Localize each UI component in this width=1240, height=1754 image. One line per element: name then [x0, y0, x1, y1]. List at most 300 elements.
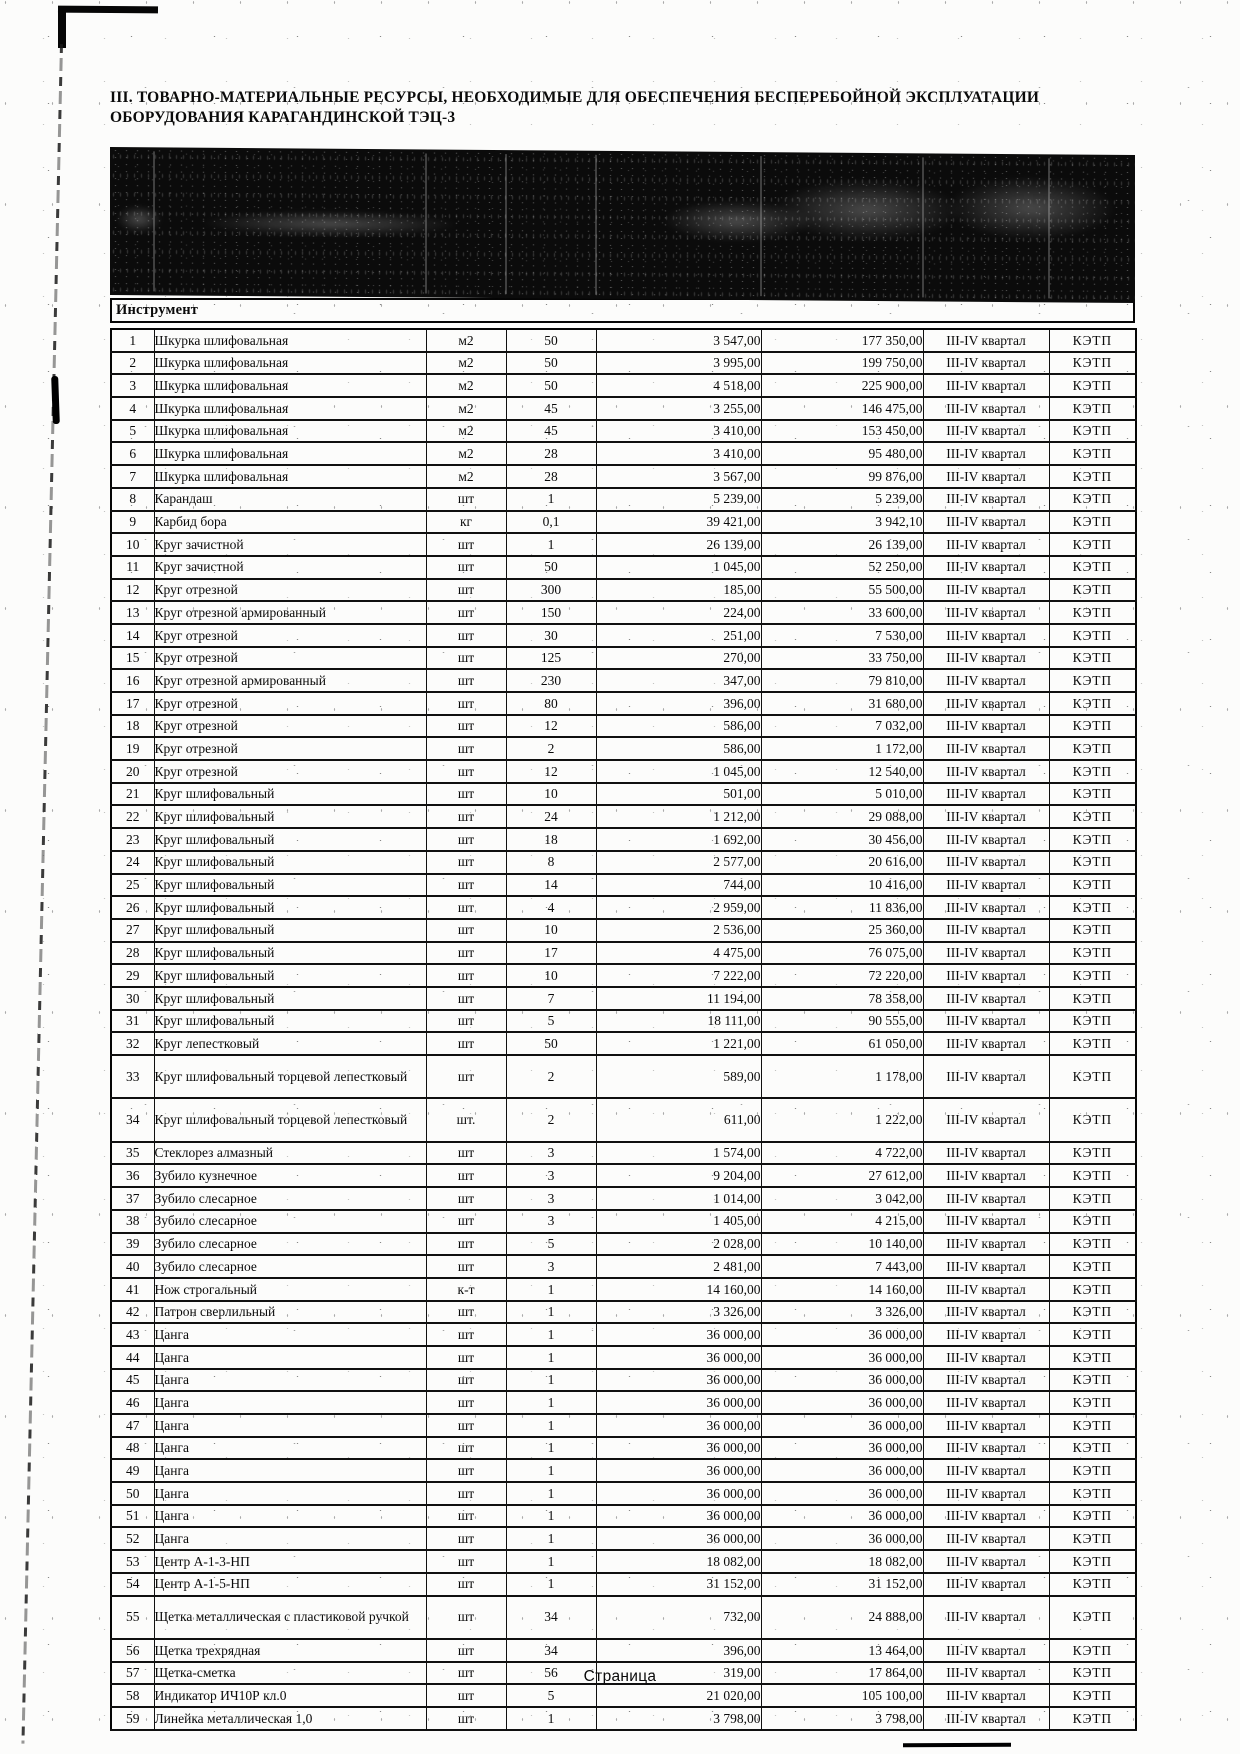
cell-unit: шт: [426, 987, 506, 1010]
cell-total-sum: 33 600,00: [761, 601, 923, 624]
cell-quarter: III-IV квартал: [923, 737, 1049, 760]
cell-unit-price: 36 000,00: [596, 1437, 761, 1460]
cell-quarter: III-IV квартал: [923, 352, 1049, 375]
cell-item-name: Зубило кузнечное: [154, 1164, 426, 1187]
cell-quarter: III-IV квартал: [923, 896, 1049, 919]
cell-unit-price: 2 577,00: [596, 851, 761, 874]
cell-quarter: III-IV квартал: [923, 1596, 1049, 1639]
cell-unit: кг: [426, 511, 506, 534]
table-row: [111, 669, 1136, 692]
cell-supplier: КЭТП: [1049, 896, 1136, 919]
cell-quantity: 1: [506, 1323, 596, 1346]
cell-unit-price: 1 405,00: [596, 1210, 761, 1233]
cell-row-number: 40: [111, 1255, 154, 1278]
cell-supplier: КЭТП: [1049, 874, 1136, 897]
cell-unit: шт: [426, 1346, 506, 1369]
cell-quarter: III-IV квартал: [923, 805, 1049, 828]
cell-unit-price: 31 152,00: [596, 1573, 761, 1596]
cell-supplier: КЭТП: [1049, 715, 1136, 738]
table-row: [111, 1278, 1136, 1301]
cell-unit: шт: [426, 1391, 506, 1414]
cell-unit: шт: [426, 669, 506, 692]
cell-row-number: 43: [111, 1323, 154, 1346]
cell-supplier: КЭТП: [1049, 1255, 1136, 1278]
table-row: [111, 1639, 1136, 1662]
cell-row-number: 27: [111, 919, 154, 942]
cell-row-number: 42: [111, 1301, 154, 1324]
cell-unit-price: 589,00: [596, 1055, 761, 1098]
cell-item-name: Щетка-сметка: [154, 1662, 426, 1685]
cell-item-name: Круг шлифовальный: [154, 874, 426, 897]
cell-quantity: 7: [506, 987, 596, 1010]
cell-item-name: Шкурка шлифовальная: [154, 442, 426, 465]
cell-quantity: 17: [506, 942, 596, 965]
cell-unit-price: 1 221,00: [596, 1032, 761, 1055]
cell-unit-price: 36 000,00: [596, 1482, 761, 1505]
cell-supplier: КЭТП: [1049, 329, 1136, 352]
cell-supplier: КЭТП: [1049, 1278, 1136, 1301]
cell-item-name: Зубило слесарное: [154, 1233, 426, 1256]
cell-unit: шт: [426, 942, 506, 965]
cell-total-sum: 3 326,00: [761, 1301, 923, 1324]
cell-quarter: III-IV квартал: [923, 579, 1049, 602]
cell-unit: шт: [426, 1010, 506, 1033]
cell-unit-price: 185,00: [596, 579, 761, 602]
cell-supplier: КЭТП: [1049, 1142, 1136, 1165]
cell-row-number: 19: [111, 737, 154, 760]
cell-quantity: 3: [506, 1187, 596, 1210]
cell-quantity: 2: [506, 1098, 596, 1141]
cell-row-number: 24: [111, 851, 154, 874]
cell-unit-price: 36 000,00: [596, 1346, 761, 1369]
cell-supplier: КЭТП: [1049, 828, 1136, 851]
table-row: [111, 692, 1136, 715]
cell-total-sum: 1 222,00: [761, 1098, 923, 1141]
cell-supplier: КЭТП: [1049, 624, 1136, 647]
cell-supplier: КЭТП: [1049, 1032, 1136, 1055]
cell-quarter: III-IV квартал: [923, 511, 1049, 534]
table-row: [111, 1573, 1136, 1596]
cell-total-sum: 29 088,00: [761, 805, 923, 828]
table-row: [111, 919, 1136, 942]
cell-supplier: КЭТП: [1049, 1369, 1136, 1392]
cell-unit: шт: [426, 1550, 506, 1573]
cell-total-sum: 1 178,00: [761, 1055, 923, 1098]
cell-item-name: Круг шлифовальный: [154, 805, 426, 828]
cell-item-name: Круг отрезной: [154, 624, 426, 647]
cell-supplier: КЭТП: [1049, 737, 1136, 760]
cell-quantity: 12: [506, 715, 596, 738]
cell-quarter: III-IV квартал: [923, 647, 1049, 670]
cell-supplier: КЭТП: [1049, 1010, 1136, 1033]
cell-quarter: III-IV квартал: [923, 919, 1049, 942]
cell-quantity: 50: [506, 329, 596, 352]
cell-row-number: 4: [111, 397, 154, 420]
table-row: [111, 1596, 1136, 1639]
cell-unit-price: 586,00: [596, 737, 761, 760]
cell-unit: шт: [426, 1459, 506, 1482]
cell-row-number: 30: [111, 987, 154, 1010]
table-row: [111, 896, 1136, 919]
cell-row-number: 17: [111, 692, 154, 715]
cell-quarter: III-IV квартал: [923, 1527, 1049, 1550]
cell-unit-price: 2 959,00: [596, 896, 761, 919]
table-row: [111, 1255, 1136, 1278]
table-row: [111, 1210, 1136, 1233]
cell-item-name: Цанга: [154, 1414, 426, 1437]
cell-item-name: Круг отрезной: [154, 692, 426, 715]
cell-total-sum: 1 172,00: [761, 737, 923, 760]
cell-row-number: 54: [111, 1573, 154, 1596]
cell-row-number: 10: [111, 533, 154, 556]
table-row: [111, 1142, 1136, 1165]
cell-row-number: 47: [111, 1414, 154, 1437]
cell-unit-price: 251,00: [596, 624, 761, 647]
table-row: [111, 760, 1136, 783]
cell-total-sum: 7 443,00: [761, 1255, 923, 1278]
cell-quantity: 1: [506, 1550, 596, 1573]
cell-total-sum: 55 500,00: [761, 579, 923, 602]
cell-unit: шт: [426, 1684, 506, 1707]
cell-total-sum: 36 000,00: [761, 1505, 923, 1528]
cell-item-name: Шкурка шлифовальная: [154, 374, 426, 397]
cell-unit: шт: [426, 647, 506, 670]
cell-quarter: III-IV квартал: [923, 420, 1049, 443]
cell-item-name: Круг шлифовальный торцевой лепестковый: [154, 1098, 426, 1141]
table-row: [111, 1684, 1136, 1707]
cell-row-number: 44: [111, 1346, 154, 1369]
cell-quantity: 150: [506, 601, 596, 624]
table-row: [111, 1055, 1136, 1098]
cell-quarter: III-IV квартал: [923, 942, 1049, 965]
cell-quantity: 56: [506, 1662, 596, 1685]
table-header-band-illegible: [110, 147, 1135, 303]
cell-quarter: III-IV квартал: [923, 1187, 1049, 1210]
cell-quantity: 1: [506, 1527, 596, 1550]
cell-quantity: 45: [506, 397, 596, 420]
cell-total-sum: 7 530,00: [761, 624, 923, 647]
cell-quantity: 28: [506, 465, 596, 488]
cell-unit: шт: [426, 851, 506, 874]
cell-item-name: Круг шлифовальный: [154, 896, 426, 919]
cell-row-number: 20: [111, 760, 154, 783]
cell-total-sum: 4 722,00: [761, 1142, 923, 1165]
cell-unit-price: 14 160,00: [596, 1278, 761, 1301]
cell-row-number: 31: [111, 1010, 154, 1033]
header-text-smudge: [946, 176, 1116, 241]
cell-item-name: Цанга: [154, 1527, 426, 1550]
cell-item-name: Круг шлифовальный: [154, 919, 426, 942]
table-row: [111, 1527, 1136, 1550]
cell-quantity: 10: [506, 919, 596, 942]
cell-item-name: Зубило слесарное: [154, 1255, 426, 1278]
cell-row-number: 46: [111, 1391, 154, 1414]
cell-unit-price: 270,00: [596, 647, 761, 670]
table-row: [111, 783, 1136, 806]
cell-item-name: Цанга: [154, 1391, 426, 1414]
cell-quarter: III-IV квартал: [923, 1323, 1049, 1346]
cell-unit-price: 2 028,00: [596, 1233, 761, 1256]
cell-unit: шт: [426, 828, 506, 851]
cell-unit-price: 347,00: [596, 669, 761, 692]
cell-item-name: Шкурка шлифовальная: [154, 397, 426, 420]
cell-item-name: Круг шлифовальный: [154, 1010, 426, 1033]
cell-supplier: КЭТП: [1049, 669, 1136, 692]
cell-unit-price: 1 212,00: [596, 805, 761, 828]
table-row: [111, 1010, 1136, 1033]
cell-unit: м2: [426, 352, 506, 375]
cell-quantity: 2: [506, 1055, 596, 1098]
cell-total-sum: 31 152,00: [761, 1573, 923, 1596]
cell-supplier: КЭТП: [1049, 1098, 1136, 1141]
cell-unit-price: 1 574,00: [596, 1142, 761, 1165]
cell-total-sum: 146 475,00: [761, 397, 923, 420]
table-row: [111, 624, 1136, 647]
cell-row-number: 13: [111, 601, 154, 624]
cell-supplier: КЭТП: [1049, 579, 1136, 602]
cell-item-name: Цанга: [154, 1323, 426, 1346]
cell-row-number: 16: [111, 669, 154, 692]
cell-unit: м2: [426, 397, 506, 420]
cell-supplier: КЭТП: [1049, 1323, 1136, 1346]
cell-item-name: Круг зачистной: [154, 556, 426, 579]
cell-unit: шт.: [426, 1098, 506, 1141]
cell-quarter: III-IV квартал: [923, 692, 1049, 715]
cell-total-sum: 10 416,00: [761, 874, 923, 897]
cell-quarter: III-IV квартал: [923, 374, 1049, 397]
cell-unit-price: 396,00: [596, 692, 761, 715]
cell-quarter: III-IV квартал: [923, 1414, 1049, 1437]
cell-unit-price: 3 567,00: [596, 465, 761, 488]
table-row: [111, 1032, 1136, 1055]
cell-item-name: Индикатор ИЧ10Р кл.0: [154, 1684, 426, 1707]
cell-unit-price: 7 222,00: [596, 964, 761, 987]
cell-supplier: КЭТП: [1049, 511, 1136, 534]
cell-unit: шт: [426, 805, 506, 828]
table-row: [111, 1323, 1136, 1346]
cell-supplier: КЭТП: [1049, 851, 1136, 874]
cell-unit: шт: [426, 1233, 506, 1256]
cell-quarter: III-IV квартал: [923, 1505, 1049, 1528]
cell-unit: м2: [426, 420, 506, 443]
cell-total-sum: 36 000,00: [761, 1369, 923, 1392]
table-row: [111, 601, 1136, 624]
table-row: [111, 1459, 1136, 1482]
cell-unit: шт: [426, 1055, 506, 1098]
cell-quarter: III-IV квартал: [923, 1010, 1049, 1033]
cell-total-sum: 72 220,00: [761, 964, 923, 987]
cell-unit-price: 744,00: [596, 874, 761, 897]
cell-item-name: Зубило слесарное: [154, 1187, 426, 1210]
cell-unit: шт: [426, 579, 506, 602]
cell-unit: шт: [426, 692, 506, 715]
cell-quarter: III-IV квартал: [923, 715, 1049, 738]
cell-unit: шт: [426, 783, 506, 806]
cell-quarter: III-IV квартал: [923, 1707, 1049, 1730]
cell-supplier: КЭТП: [1049, 987, 1136, 1010]
cell-quantity: 1: [506, 1707, 596, 1730]
cell-row-number: 35: [111, 1142, 154, 1165]
cell-item-name: Шкурка шлифовальная: [154, 420, 426, 443]
cell-quantity: 125: [506, 647, 596, 670]
section-label: Инструмент: [116, 302, 199, 318]
cell-unit-price: 21 020,00: [596, 1684, 761, 1707]
cell-item-name: Круг лепестковый: [154, 1032, 426, 1055]
cell-quantity: 50: [506, 352, 596, 375]
cell-unit: шт: [426, 1707, 506, 1730]
cell-unit: шт: [426, 533, 506, 556]
cell-unit-price: 5 239,00: [596, 488, 761, 511]
cell-unit: шт: [426, 1527, 506, 1550]
cell-quantity: 1: [506, 1505, 596, 1528]
cell-unit-price: 611,00: [596, 1098, 761, 1141]
cell-unit: шт: [426, 1662, 506, 1685]
cell-quarter: III-IV квартал: [923, 601, 1049, 624]
cell-total-sum: 105 100,00: [761, 1684, 923, 1707]
cell-quarter: III-IV квартал: [923, 1055, 1049, 1098]
cell-supplier: КЭТП: [1049, 1414, 1136, 1437]
table-row: [111, 420, 1136, 443]
cell-total-sum: 36 000,00: [761, 1323, 923, 1346]
table-row: [111, 374, 1136, 397]
cell-quantity: 1: [506, 1278, 596, 1301]
cell-unit-price: 3 255,00: [596, 397, 761, 420]
cell-quarter: III-IV квартал: [923, 397, 1049, 420]
cell-supplier: КЭТП: [1049, 783, 1136, 806]
cell-quarter: III-IV квартал: [923, 1437, 1049, 1460]
cell-unit-price: 1 014,00: [596, 1187, 761, 1210]
cell-unit: шт: [426, 715, 506, 738]
cell-total-sum: 27 612,00: [761, 1164, 923, 1187]
cell-quarter: III-IV квартал: [923, 760, 1049, 783]
cell-supplier: КЭТП: [1049, 1187, 1136, 1210]
cell-item-name: Цанга: [154, 1346, 426, 1369]
header-text-smudge: [772, 178, 962, 241]
cell-unit: шт: [426, 1187, 506, 1210]
cell-unit-price: 319,00: [596, 1662, 761, 1685]
cell-total-sum: 18 082,00: [761, 1550, 923, 1573]
cell-unit-price: 18 111,00: [596, 1010, 761, 1033]
cell-unit: м2: [426, 442, 506, 465]
cell-unit: шт: [426, 1639, 506, 1662]
cell-quantity: 24: [506, 805, 596, 828]
cell-total-sum: 5 239,00: [761, 488, 923, 511]
table-row: [111, 1098, 1136, 1141]
cell-quantity: 1: [506, 1301, 596, 1324]
cell-supplier: КЭТП: [1049, 919, 1136, 942]
cell-total-sum: 24 888,00: [761, 1596, 923, 1639]
cell-unit-price: 224,00: [596, 601, 761, 624]
cell-item-name: Карандаш: [154, 488, 426, 511]
cell-supplier: КЭТП: [1049, 1391, 1136, 1414]
cell-item-name: Круг отрезной: [154, 579, 426, 602]
cell-item-name: Шкурка шлифовальная: [154, 329, 426, 352]
cell-quantity: 1: [506, 488, 596, 511]
cell-row-number: 7: [111, 465, 154, 488]
cell-quantity: 50: [506, 556, 596, 579]
cell-item-name: Круг шлифовальный: [154, 828, 426, 851]
table-row: [111, 329, 1136, 352]
cell-item-name: Круг шлифовальный: [154, 851, 426, 874]
cell-row-number: 53: [111, 1550, 154, 1573]
cell-quantity: 1: [506, 1369, 596, 1392]
cell-supplier: КЭТП: [1049, 1550, 1136, 1573]
cell-quantity: 80: [506, 692, 596, 715]
cell-supplier: КЭТП: [1049, 1707, 1136, 1730]
cell-row-number: 25: [111, 874, 154, 897]
cell-total-sum: 36 000,00: [761, 1414, 923, 1437]
table-row: [111, 1482, 1136, 1505]
cell-item-name: Стеклорез алмазный: [154, 1142, 426, 1165]
cell-quarter: III-IV квартал: [923, 851, 1049, 874]
cell-quantity: 1: [506, 1437, 596, 1460]
cell-quarter: III-IV квартал: [923, 1255, 1049, 1278]
cell-quantity: 1: [506, 1346, 596, 1369]
cell-total-sum: 11 836,00: [761, 896, 923, 919]
cell-unit-price: 36 000,00: [596, 1505, 761, 1528]
cell-unit-price: 36 000,00: [596, 1414, 761, 1437]
cell-item-name: Круг отрезной: [154, 715, 426, 738]
cell-item-name: Нож строгальный: [154, 1278, 426, 1301]
cell-total-sum: 20 616,00: [761, 851, 923, 874]
cell-item-name: Круг шлифовальный: [154, 783, 426, 806]
cell-quantity: 1: [506, 1482, 596, 1505]
scan-artifact-margin-tick: [51, 376, 60, 424]
cell-supplier: КЭТП: [1049, 1639, 1136, 1662]
cell-unit: шт: [426, 1301, 506, 1324]
cell-quarter: III-IV квартал: [923, 1233, 1049, 1256]
cell-row-number: 32: [111, 1032, 154, 1055]
table-row: [111, 1505, 1136, 1528]
table-row: [111, 851, 1136, 874]
cell-supplier: КЭТП: [1049, 1210, 1136, 1233]
cell-total-sum: 52 250,00: [761, 556, 923, 579]
cell-row-number: 34: [111, 1098, 154, 1141]
cell-item-name: Круг шлифовальный: [154, 942, 426, 965]
cell-supplier: КЭТП: [1049, 1482, 1136, 1505]
cell-unit-price: 1 692,00: [596, 828, 761, 851]
cell-quarter: III-IV квартал: [923, 1164, 1049, 1187]
cell-row-number: 12: [111, 579, 154, 602]
cell-row-number: 52: [111, 1527, 154, 1550]
cell-unit: шт: [426, 919, 506, 942]
cell-unit-price: 36 000,00: [596, 1323, 761, 1346]
cell-item-name: Шкурка шлифовальная: [154, 465, 426, 488]
cell-quarter: III-IV квартал: [923, 1278, 1049, 1301]
cell-supplier: КЭТП: [1049, 760, 1136, 783]
cell-total-sum: 79 810,00: [761, 669, 923, 692]
cell-unit-price: 396,00: [596, 1639, 761, 1662]
cell-unit: м2: [426, 374, 506, 397]
cell-item-name: Цанга: [154, 1482, 426, 1505]
cell-quantity: 34: [506, 1596, 596, 1639]
cell-quantity: 28: [506, 442, 596, 465]
cell-quantity: 3: [506, 1142, 596, 1165]
table-row: [111, 556, 1136, 579]
cell-total-sum: 3 798,00: [761, 1707, 923, 1730]
cell-row-number: 36: [111, 1164, 154, 1187]
cell-row-number: 49: [111, 1459, 154, 1482]
cell-row-number: 2: [111, 352, 154, 375]
materials-table: [110, 328, 1137, 1731]
cell-quantity: 300: [506, 579, 596, 602]
table-row: [111, 352, 1136, 375]
cell-quarter: III-IV квартал: [923, 442, 1049, 465]
table-row: [111, 828, 1136, 851]
cell-total-sum: 177 350,00: [761, 329, 923, 352]
cell-total-sum: 36 000,00: [761, 1391, 923, 1414]
cell-unit: м2: [426, 465, 506, 488]
